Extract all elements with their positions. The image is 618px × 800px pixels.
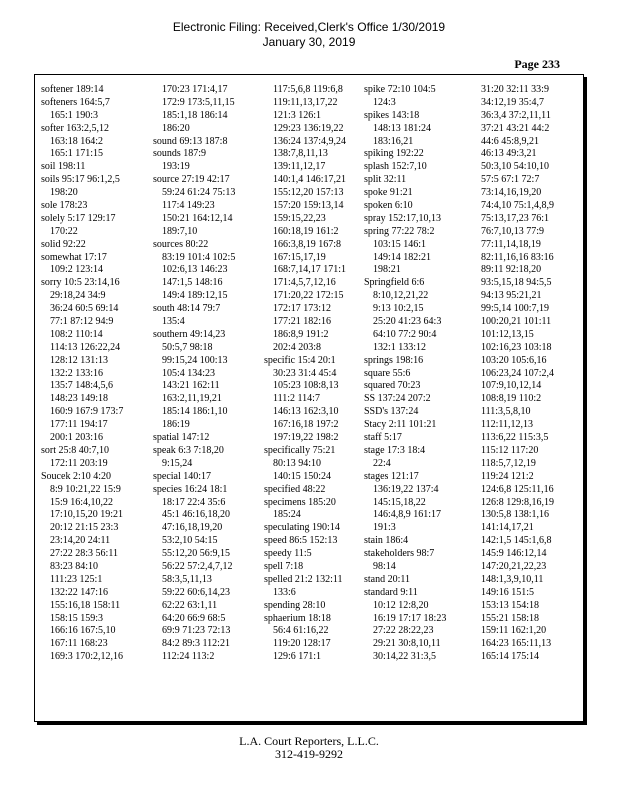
index-entry: spring 77:22 78:2 (364, 225, 435, 237)
index-entry: solely 5:17 129:17 (41, 212, 116, 224)
index-entry: 185:24 (273, 509, 301, 521)
index-column-4 (364, 84, 466, 664)
index-entry: sole 178:23 (41, 200, 88, 212)
index-entry: standard 9:11 (364, 586, 418, 598)
page-number: Page 233 (514, 57, 560, 71)
index-entry: 148:1,3,9,10,11 (481, 573, 544, 585)
index-entry: sphaerium 18:18 (264, 612, 331, 624)
index-entry: 165:14 175:14 (481, 651, 540, 663)
index-entry: 147:1,5 148:16 (162, 277, 223, 289)
index-entry: 105:23 108:8,13 (273, 380, 339, 392)
index-entry: 111:2 114:7 (273, 393, 320, 405)
index-entry: stain 186:4 (364, 535, 409, 547)
index-entry: 177:11 194:17 (50, 419, 108, 431)
reporter-phone: 312-419-9292 (275, 747, 343, 761)
index-entry: 124:6,8 125:11,16 (481, 483, 554, 495)
index-entry: 29:18,24 34:9 (50, 290, 106, 302)
index-entry: 148:23 149:18 (50, 393, 109, 405)
index-entry: 58:3,5,11,13 (162, 573, 212, 585)
index-entry: 16:19 17:17 18:23 (373, 612, 447, 624)
index-entry: 99:5,14 100:7,19 (481, 303, 550, 315)
index-entry: 115:12 117:20 (481, 444, 539, 456)
index-entry: 114:13 126:22,24 (50, 341, 121, 353)
index-entry: 119:11,13,17,22 (273, 96, 338, 108)
index-entry: sorry 10:5 23:14,16 (41, 277, 120, 289)
index-entry: 140:15 150:24 (273, 470, 332, 482)
index-entry: soils 95:17 96:1,2,5 (41, 174, 120, 186)
index-entry: 185:1,18 186:14 (162, 109, 228, 121)
index-entry: sound 69:13 187:8 (153, 135, 228, 147)
index-entry: 165:1 190:3 (50, 109, 99, 121)
index-entry: 172:11 203:19 (50, 457, 108, 469)
filing-stamp: Electronic Filing: Received,Clerk's Office 1/30/2019 (172, 20, 446, 34)
index-entry: species 16:24 18:1 (153, 483, 228, 495)
index-entry: 124:3 (373, 96, 396, 108)
index-entry: 57:5 67:1 72:7 (481, 174, 540, 186)
index-entry: 83:23 84:10 (50, 560, 99, 572)
index-entry: 31:20 32:11 33:9 (481, 84, 549, 95)
index-entry: 169:3 170:2,12,16 (50, 651, 124, 663)
index-entry: 142:1,5 145:1,6,8 (481, 535, 552, 547)
index-entry: sort 25:8 40:7,10 (41, 444, 110, 456)
index-entry: stakeholders 98:7 (364, 548, 435, 560)
index-entry: 165:1 171:15 (50, 148, 104, 160)
index-entry: 189:7,10 (162, 225, 198, 237)
index-entry: stages 121:17 (364, 470, 419, 482)
index-entry: 140:1,4 146:17,21 (273, 174, 347, 186)
index-entry: 155:16,18 158:11 (50, 599, 121, 611)
index-entry: 17:10,15,20 19:21 (50, 509, 124, 521)
index-entry: 146:13 162:3,10 (273, 406, 339, 418)
index-entry: stand 20:11 (364, 573, 411, 585)
index-entry: 132:22 147:16 (50, 586, 109, 598)
index-entry: 99:15,24 100:13 (162, 354, 228, 366)
index-entry: south 48:14 79:7 (153, 303, 221, 315)
index-entry: 56:22 57:2,4,7,12 (162, 560, 233, 572)
index-column-5 (481, 84, 583, 664)
index-entry: 44:6 45:8,9,21 (481, 135, 540, 147)
index-entry: specific 15:4 20:1 (264, 354, 336, 366)
index-column-1 (41, 84, 143, 664)
index-entry: speedy 11:5 (264, 548, 312, 560)
index-entry: 160:9 167:9 173:7 (50, 406, 124, 418)
index-entry: 141:14,17,21 (481, 522, 534, 534)
index-entry: 102:16,23 103:18 (481, 341, 552, 353)
index-entry: 27:22 28:3 56:11 (50, 548, 118, 560)
index-entry: 50:3,10 54:10,10 (481, 161, 550, 173)
index-entry: 37:21 43:21 44:2 (481, 122, 550, 134)
index-entry: sounds 187:9 (153, 148, 207, 160)
index-entry: 130:5,8 138:1,16 (481, 509, 550, 521)
index-entry: 146:4,8,9 161:17 (373, 509, 442, 521)
index-entry: 34:12,19 35:4,7 (481, 96, 545, 108)
index-entry: 157:20 159:13,14 (273, 200, 344, 212)
index-entry: 100:20,21 101:11 (481, 316, 552, 328)
index-entry: 20:12 21:15 23:3 (50, 522, 119, 534)
index-entry: 22:4 (373, 457, 391, 469)
index-entry: 170:22 (50, 225, 78, 237)
index-entry: 177:21 182:16 (273, 316, 332, 328)
index-entry: 186:19 (162, 419, 190, 431)
index-entry: 29:21 30:8,10,11 (373, 638, 441, 650)
index-entry: 56:4 61:16,22 (273, 625, 329, 637)
index-entry: 107:9,10,12,14 (481, 380, 542, 392)
index-entry: splash 152:7,10 (364, 161, 427, 173)
index-entry: 82:11,16,16 83:16 (481, 251, 554, 263)
index-entry: 109:2 123:14 (50, 264, 104, 276)
index-entry: 64:20 66:9 68:5 (162, 612, 226, 624)
index-entry: 202:4 203:8 (273, 341, 322, 353)
index-entry: 150:21 164:12,14 (162, 212, 233, 224)
index-entry: spatial 147:12 (153, 432, 210, 444)
index-entry: 135:4 (162, 316, 185, 328)
index-entry: spoken 6:10 (364, 200, 413, 212)
index-entry: 172:9 173:5,11,15 (162, 96, 235, 108)
index-entry: 170:23 171:4,17 (162, 84, 228, 95)
index-entry: 163:18 164:2 (50, 135, 104, 147)
index-entry: spell 7:18 (264, 560, 304, 572)
index-entry: SS 137:24 207:2 (364, 393, 431, 405)
index-entry: 148:13 181:24 (373, 122, 432, 134)
index-entry: springs 198:16 (364, 354, 424, 366)
index-entry: 164:23 165:11,13 (481, 638, 552, 650)
index-entry: 111:23 125:1 (50, 573, 103, 585)
index-entry: 112:24 113:2 (162, 651, 215, 663)
index-entry: 186:20 (162, 122, 190, 134)
index-entry: 143:21 162:11 (162, 380, 220, 392)
index-entry: 186:8,9 191:2 (273, 328, 329, 340)
index-entry: 27:22 28:22,23 (373, 625, 434, 637)
index-entry: squared 70:23 (364, 380, 421, 392)
index-entry: 50:5,7 98:18 (162, 341, 213, 353)
index-entry: 75:13,17,23 76:1 (481, 212, 550, 224)
index-entry: 89:11 92:18,20 (481, 264, 542, 276)
index-entry: 15:9 16:4,10,22 (50, 496, 114, 508)
index-entry: square 55:6 (364, 367, 411, 379)
index-entry: 153:13 154:18 (481, 599, 540, 611)
index-entry: 102:6,13 146:23 (162, 264, 228, 276)
index-entry: 158:15 159:3 (50, 612, 104, 624)
index-entry: 172:17 173:12 (273, 303, 332, 315)
index-entry: 135:7 148:4,5,6 (50, 380, 114, 392)
index-entry: 36:3,4 37:2,11,11 (481, 109, 551, 121)
index-entry: Springfield 6:6 (364, 277, 425, 289)
index-entry: specified 48:22 (264, 483, 326, 495)
index-entry: 118:5,7,12,19 (481, 457, 536, 469)
index-column-3 (264, 84, 366, 664)
index-entry: somewhat 17:17 (41, 251, 107, 263)
index-entry: 111:3,5,8,10 (481, 406, 531, 418)
index-entry: specimens 185:20 (264, 496, 336, 508)
index-entry: spiking 192:22 (364, 148, 424, 160)
index-entry: staff 5:17 (364, 432, 402, 444)
index-entry: 59:22 60:6,14,23 (162, 586, 231, 598)
index-entry: soil 198:11 (41, 161, 86, 173)
index-entry: 108:8,19 110:2 (481, 393, 542, 405)
index-entry: specifically 75:21 (264, 444, 336, 456)
index-entry: 126:8 129:8,16,19 (481, 496, 555, 508)
index-entry: 8:9 10:21,22 15:9 (50, 483, 121, 495)
index-entry: 106:23,24 107:2,4 (481, 367, 555, 379)
index-entry: 171:4,5,7,12,16 (273, 277, 336, 289)
index-entry: Stacy 2:11 101:21 (364, 419, 437, 431)
index-entry: softener 189:14 (41, 84, 104, 95)
index-entry: 74:4,10 75:1,4,8,9 (481, 200, 555, 212)
index-entry: 84:2 89:3 112:21 (162, 638, 230, 650)
index-entry: 159:15,22,23 (273, 212, 326, 224)
index-entry: 132:2 133:16 (50, 367, 104, 379)
index-entry: 183:16,21 (373, 135, 414, 147)
index-entry: SSD's 137:24 (364, 406, 419, 418)
index-entry: special 140:17 (153, 470, 212, 482)
index-entry: 129:23 136:19,22 (273, 122, 344, 134)
index-entry: 149:4 189:12,15 (162, 290, 228, 302)
index-entry: 9:13 10:2,15 (373, 303, 424, 315)
index-entry: 138:7,8,11,13 (273, 148, 328, 160)
index-entry: sources 80:22 (153, 238, 209, 250)
index-entry: 166:3,8,19 167:8 (273, 238, 342, 250)
index-entry: 191:3 (373, 522, 396, 534)
index-entry: 167:15,17,19 (273, 251, 326, 263)
index-entry: 23:14,20 24:11 (50, 535, 111, 547)
index-entry: 160:18,19 161:2 (273, 225, 339, 237)
index-entry: spelled 21:2 132:11 (264, 573, 343, 585)
index-entry: 119:24 121:2 (481, 470, 534, 482)
index-entry: 94:13 95:21,21 (481, 290, 542, 302)
index-entry: 128:12 131:13 (50, 354, 109, 366)
index-entry: 36:24 60:5 69:14 (50, 303, 119, 315)
index-entry: Soucek 2:10 4:20 (41, 470, 111, 482)
index-entry: 59:24 61:24 75:13 (162, 187, 236, 199)
index-entry: 119:20 128:17 (273, 638, 331, 650)
index-entry: 112:11,12,13 (481, 419, 534, 431)
index-entry: spoke 91:21 (364, 187, 413, 199)
index-entry: 108:2 110:14 (50, 328, 103, 340)
index-column-2 (153, 84, 255, 664)
index-entry: 73:14,16,19,20 (481, 187, 542, 199)
index-entry: 121:3 126:1 (273, 109, 322, 121)
index-entry: 167:11 168:23 (50, 638, 108, 650)
index-entry: source 27:19 42:17 (153, 174, 230, 186)
index-entry: speed 86:5 152:13 (264, 535, 338, 547)
index-entry: 117:4 149:23 (162, 200, 215, 212)
index-entry: speak 6:3 7:18,20 (153, 444, 224, 456)
index-entry: 46:13 49:3,21 (481, 148, 537, 160)
index-entry: 171:20,22 172:15 (273, 290, 344, 302)
index-entry: 132:1 133:12 (373, 341, 427, 353)
index-entry: spending 28:10 (264, 599, 326, 611)
index-entry: 53:2,10 54:15 (162, 535, 218, 547)
index-entry: 105:4 134:23 (162, 367, 216, 379)
index-entry: spike 72:10 104:5 (364, 84, 436, 95)
index-entry: 133:6 (273, 586, 296, 598)
index-entry: split 32:11 (364, 174, 407, 186)
index-entry: 30:23 31:4 45:4 (273, 367, 337, 379)
index-entry: 129:6 171:1 (273, 651, 322, 663)
index-entry: 18:17 22:4 35:6 (162, 496, 226, 508)
index-entry: speculating 190:14 (264, 522, 340, 534)
index-entry: 149:16 151:5 (481, 586, 535, 598)
index-entry: 149:14 182:21 (373, 251, 432, 263)
index-entry: 30:14,22 31:3,5 (373, 651, 437, 663)
index-entry: 80:13 94:10 (273, 457, 322, 469)
index-entry: 64:10 77:2 90:4 (373, 328, 437, 340)
index-entry: 103:15 146:1 (373, 238, 427, 250)
index-entry: 83:19 101:4 102:5 (162, 251, 236, 263)
index-entry: 62:22 63:1,11 (162, 599, 218, 611)
index-entry: 9:15,24 (162, 457, 193, 469)
index-entry: softer 163:2,5,12 (41, 122, 110, 134)
index-entry: 136:24 137:4,9,24 (273, 135, 347, 147)
index-entry: 198:20 (50, 187, 78, 199)
index-entry: 167:16,18 197:2 (273, 419, 339, 431)
index-entry: 45:1 46:16,18,20 (162, 509, 231, 521)
index-entry: 55:12,20 56:9,15 (162, 548, 231, 560)
index-entry: 10:12 12:8,20 (373, 599, 429, 611)
index-entry: 117:5,6,8 119:6,8 (273, 84, 343, 95)
index-entry: 163:2,11,19,21 (162, 393, 222, 405)
filing-date: January 30, 2019 (262, 35, 356, 49)
index-entry: solid 92:22 (41, 238, 86, 250)
index-entry: 98:14 (373, 560, 396, 572)
index-entry: 166:16 167:5,10 (50, 625, 116, 637)
index-entry: 69:9 71:23 72:13 (162, 625, 231, 637)
index-entry: 77:11,14,18,19 (481, 238, 541, 250)
index-entry: 77:1 87:12 94:9 (50, 316, 114, 328)
index-entry: 101:12,13,15 (481, 328, 534, 340)
index-entry: 76:7,10,13 77:9 (481, 225, 545, 237)
index-entry: 47:16,18,19,20 (162, 522, 223, 534)
index-entry: 136:19,22 137:4 (373, 483, 439, 495)
index-entry: 200:1 203:16 (50, 432, 104, 444)
index-entry: 193:19 (162, 161, 190, 173)
reporter-name: L.A. Court Reporters, L.L.C. (239, 734, 379, 748)
index-entry: 145:9 146:12,14 (481, 548, 547, 560)
index-entry: 103:20 105:6,16 (481, 354, 547, 366)
index-entry: 93:5,15,18 94:5,5 (481, 277, 552, 289)
index-entry: spray 152:17,10,13 (364, 212, 441, 224)
word-index-frame (34, 74, 584, 722)
index-entry: 8:10,12,21,22 (373, 290, 429, 302)
index-entry: spikes 143:18 (364, 109, 420, 121)
index-entry: 155:12,20 157:13 (273, 187, 344, 199)
index-entry: 197:19,22 198:2 (273, 432, 339, 444)
index-entry: 145:15,18,22 (373, 496, 426, 508)
index-entry: 25:20 41:23 64:3 (373, 316, 442, 328)
index-entry: 159:11 162:1,20 (481, 625, 547, 637)
index-entry: 155:21 158:18 (481, 612, 540, 624)
index-entry: 147:20,21,22,23 (481, 560, 547, 572)
index-entry: 139:11,12,17 (273, 161, 326, 173)
index-entry: softeners 164:5,7 (41, 96, 110, 108)
index-entry: 185:14 186:1,10 (162, 406, 228, 418)
index-entry: southern 49:14,23 (153, 328, 226, 340)
index-entry: 168:7,14,17 171:1 (273, 264, 347, 276)
index-entry: 113:6,22 115:3,5 (481, 432, 549, 444)
index-entry: 198:21 (373, 264, 401, 276)
index-entry: stage 17:3 18:4 (364, 444, 426, 456)
